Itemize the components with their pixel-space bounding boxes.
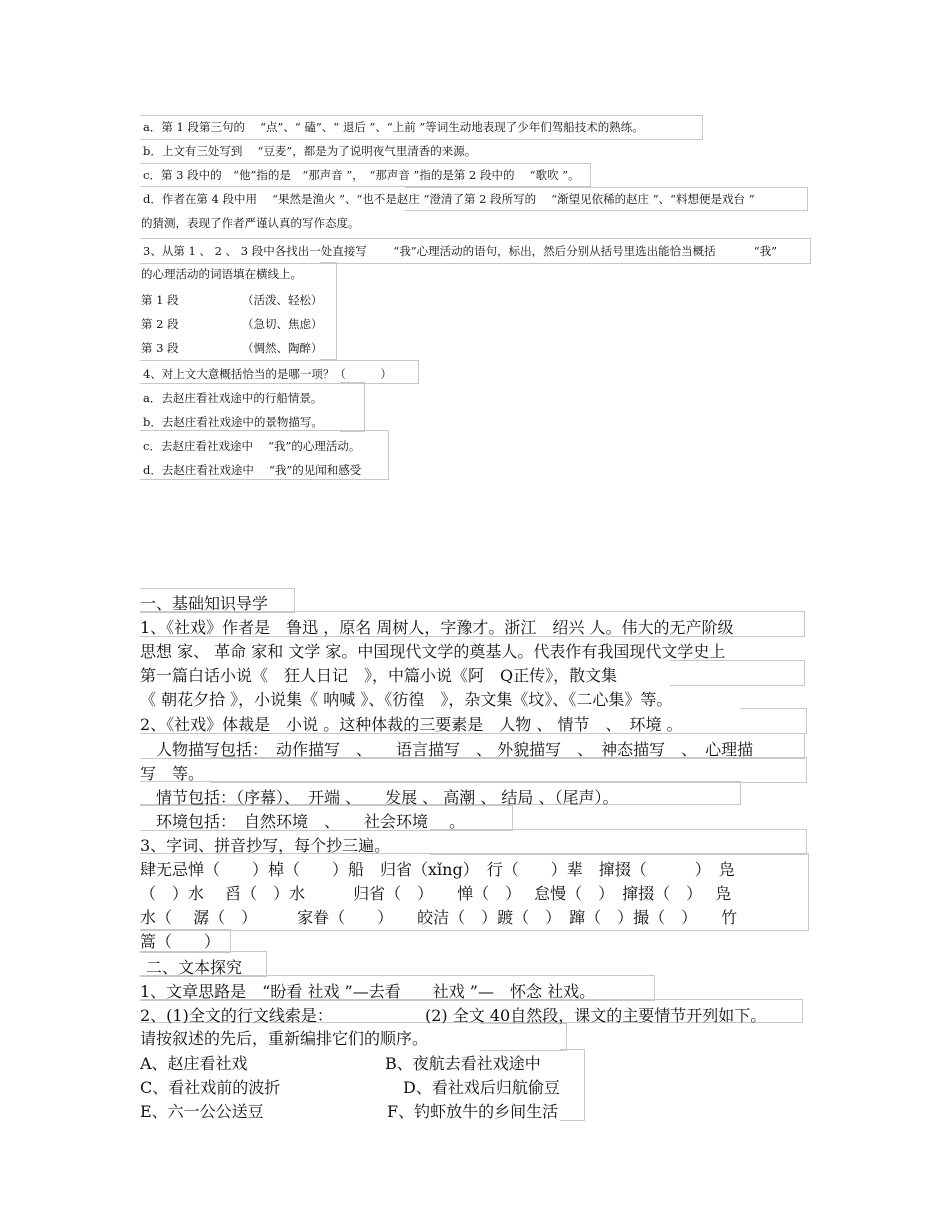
frame-line <box>210 757 807 783</box>
paragraph-1-label: 第 1 段 <box>141 293 179 307</box>
guide-line-1: 1、《社戏》作者是 鲁迅 ，原名 周树人，字豫才。浙江 绍兴 人。伟大的无产阶级 <box>140 618 734 637</box>
paragraph-1-options: （活泼、轻松） <box>242 293 323 307</box>
guide-line-7: 写 等。 <box>140 764 205 783</box>
guide-line-4: 《 朝花夕拾 》，小说集《 呐喊 》、《彷徨 》，杂文集《坟》、《二心集》等。 <box>140 690 673 709</box>
frame-line <box>560 1049 585 1121</box>
option-d-line2: 的猜测，表现了作者严谨认真的写作态度。 <box>141 216 360 230</box>
guide-line-8: 情节包括：（序幕）、 开端 、 发展 、 高潮 、 结局 、（尾声）。 <box>140 788 619 807</box>
plot-item-c: C、看社戏前的波折 <box>140 1078 281 1097</box>
question-4-option-c: c．去赵庄看社戏途中 “我”的心理活动。 <box>143 439 361 453</box>
plot-item-b: B、夜航去看社戏途中 <box>385 1054 541 1073</box>
frame-line <box>430 829 807 855</box>
section-1-heading: 一、基础知识导学 <box>140 594 269 613</box>
option-c: c．第 3 段中的 “他”指的是 “那声音 ”， “那声音 ”指的是第 2 段中的 “歌吹 ”。 <box>143 168 580 182</box>
guide-line-9: 环境包括： 自然环境 、 社会环境 。 <box>140 812 466 831</box>
option-a: a．第 1 段第三句的 “点”、“ 磕”、“ 退后 ”、“上前 ”等词生动地表现了少年们驾船技术的熟练。 <box>143 120 644 134</box>
frame-line <box>340 382 365 432</box>
vocab-line-4: 篙（ ） <box>140 932 221 951</box>
question-3-line2: 的心理活动的词语填在横线上。 <box>141 267 302 281</box>
frame-line <box>670 660 805 686</box>
guide-line-2: 思想 家、 革命 家和 文学 家。中国现代文学的奠基人。代表作有我国现代文学史上 <box>140 642 726 661</box>
paragraph-2-label: 第 2 段 <box>141 317 179 331</box>
paragraph-3-label: 第 3 段 <box>141 341 179 355</box>
explore-line-3: 请按叙述的先后，重新编排它们的顺序。 <box>140 1029 429 1048</box>
question-4: 4、对上文大意概括恰当的是哪一项？（ ） <box>143 367 392 381</box>
frame-line <box>740 708 807 734</box>
paragraph-3-options: （惆然、陶醉） <box>242 341 323 355</box>
guide-line-3: 第一篇白话小说《 狂人日记 》，中篇小说《阿 Q正传》，散文集 <box>140 666 618 685</box>
guide-line-5: 2、《社戏》体裁是 小说 。这种体裁的三要素是 人物 、 情节 、 环境 。 <box>140 715 683 734</box>
guide-line-6: 人物描写包括： 动作描写 、 语言描写 、 外貌描写 、 神态描写 、 心理描 <box>140 740 754 759</box>
explore-line-2b: (2) 全文 40自然段，课文的主要情节开列如下。 <box>425 1006 767 1025</box>
plot-item-a: A、赵庄看社戏 <box>140 1054 248 1073</box>
vocab-line-1: 肆无忌惮（ ）棹（ ）船 归省（xǐng） 行（ ）辈 撺掇（ ） 凫 <box>140 860 735 879</box>
plot-item-e: E、六一公公送豆 <box>140 1102 264 1121</box>
vocab-line-3: 水（ 潺（ ） 家眷（ ） 皎洁（ ）踱（ ） 蹿（ ）撮（ ） 竹 <box>140 908 738 927</box>
explore-line-2a: 2、(1)全文的行文线索是： <box>140 1006 333 1025</box>
frame-line <box>320 262 337 360</box>
paragraph-2-options: （急切、焦虑） <box>242 317 323 331</box>
option-b: b．上文有三处写到 “豆麦”，都是为了说明夜气里清香的来源。 <box>143 144 477 158</box>
explore-line-1: 1、文章思路是 “盼看 社戏 ”—去看 社戏 ”— 怀念 社戏。 <box>140 982 596 1001</box>
plot-item-f: F、钓虾放牛的乡间生活 <box>387 1102 559 1121</box>
frame-line <box>480 1023 567 1051</box>
vocab-line-2: （ ）水 舀（ ）水 归省（ ） 惮（ ） 怠慢（ ） 撺掇（ ） 凫 <box>140 884 732 903</box>
question-4-option-b: b．去赵庄看社戏途中的景物描写。 <box>143 415 323 429</box>
question-3-line1: 3、从第 1 、 2 、 3 段中各找出一处直接写 “我”心理活动的语句，标出，然后分别从括号里选出能恰当概括 “我” <box>143 244 778 258</box>
question-4-option-a: a．去赵庄看社戏途中的行船情景。 <box>143 391 323 405</box>
guide-line-10: 3、字词、拼音抄写，每个抄三遍。 <box>140 836 391 855</box>
option-d-line1: d．作者在第 4 段中用 “果然是渔火 ”、“也不是赵庄 ”澄清了第 2 段所写的 “渐望见依稀的赵庄 ”、“料想便是戏台 ” <box>143 192 755 206</box>
plot-item-d: D、看社戏后归航偷豆 <box>403 1078 560 1097</box>
question-4-option-d: d．去赵庄看社戏途中 “我”的见闻和感受 <box>143 463 362 477</box>
section-2-heading: 二、文本探究 <box>146 958 243 977</box>
